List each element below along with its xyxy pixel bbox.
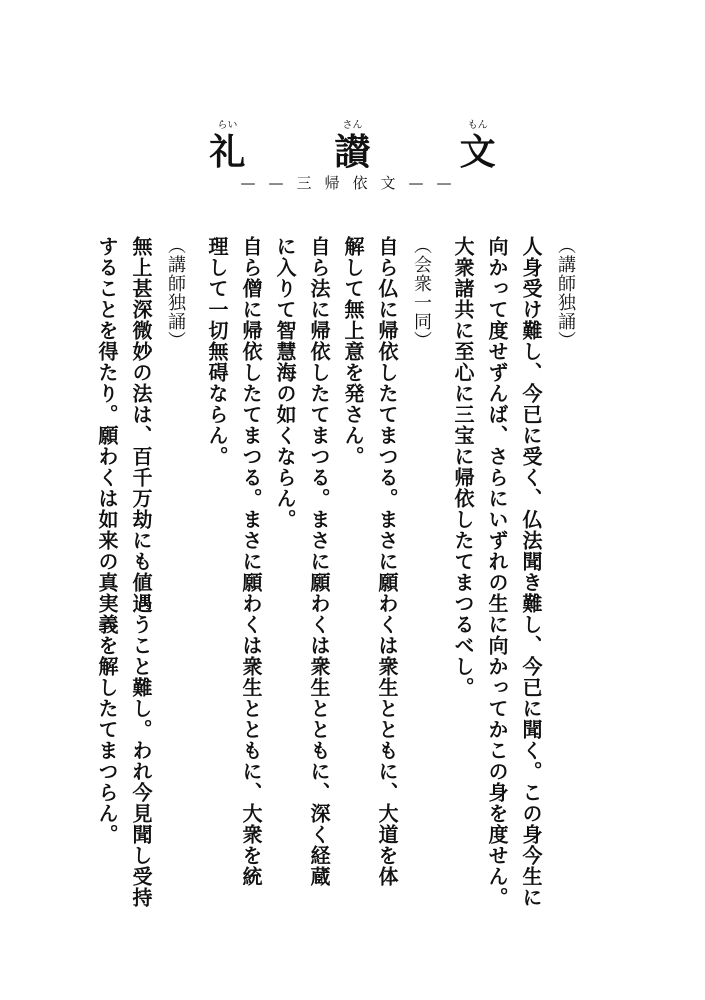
section-1-line-3: 大衆諸共に至心に三宝に帰依したてまつるべし。	[451, 236, 475, 698]
section-3-label: （講師独誦）	[165, 236, 186, 350]
section-2-label: （会衆一同）	[411, 236, 432, 350]
body-text	[82, 236, 582, 976]
section-2-line-6: 理して一切無碍ならん。	[205, 236, 229, 467]
section-3-line-1: 無上甚深微妙の法は、百千万劫にも値遇うこと難し。われ今見聞し受持	[129, 236, 153, 908]
title-ruby-3: もん	[467, 120, 488, 131]
section-1-line-1: 人身受け難し、今已に受く、仏法聞き難し、今已に聞く。この身今生に	[519, 236, 543, 908]
section-1-label: （講師独誦）	[555, 236, 576, 350]
title-char-text-1: 礼	[209, 131, 246, 173]
section-2-line-4: に入りて智慧海の如くならん。	[273, 236, 297, 530]
title-char-text-2: 讃	[334, 131, 371, 173]
title-ruby-1: らい	[217, 120, 238, 131]
section-2-line-5: 自ら僧に帰依したてまつる。まさに願わくは衆生とともに、大衆を統	[239, 236, 263, 887]
title-char-2	[334, 120, 370, 172]
title-char-text-3: 文	[459, 131, 496, 173]
section-2-line-3: 自ら法に帰依したてまつる。まさに願わくは衆生とともに、深く経蔵	[307, 236, 331, 887]
title-char-3	[460, 120, 496, 172]
section-3-line-2: することを得たり。願わくは如来の真実義を解したてまつらん。	[95, 236, 119, 845]
title-char-1	[209, 120, 245, 172]
title-chars	[167, 120, 537, 172]
section-1-line-2: 向かって度せずんば、さらにいずれの生に向かってかこの身を度せん。	[485, 236, 509, 908]
section-2-line-1: 自ら仏に帰依したてまつる。まさに願わくは衆生とともに、大道を体	[375, 236, 399, 887]
title	[0, 120, 705, 172]
subtitle: ——三帰依文——	[240, 174, 465, 192]
section-2-line-2: 解して無上意を発さん。	[341, 236, 365, 467]
title-ruby-2: さん	[342, 120, 363, 131]
